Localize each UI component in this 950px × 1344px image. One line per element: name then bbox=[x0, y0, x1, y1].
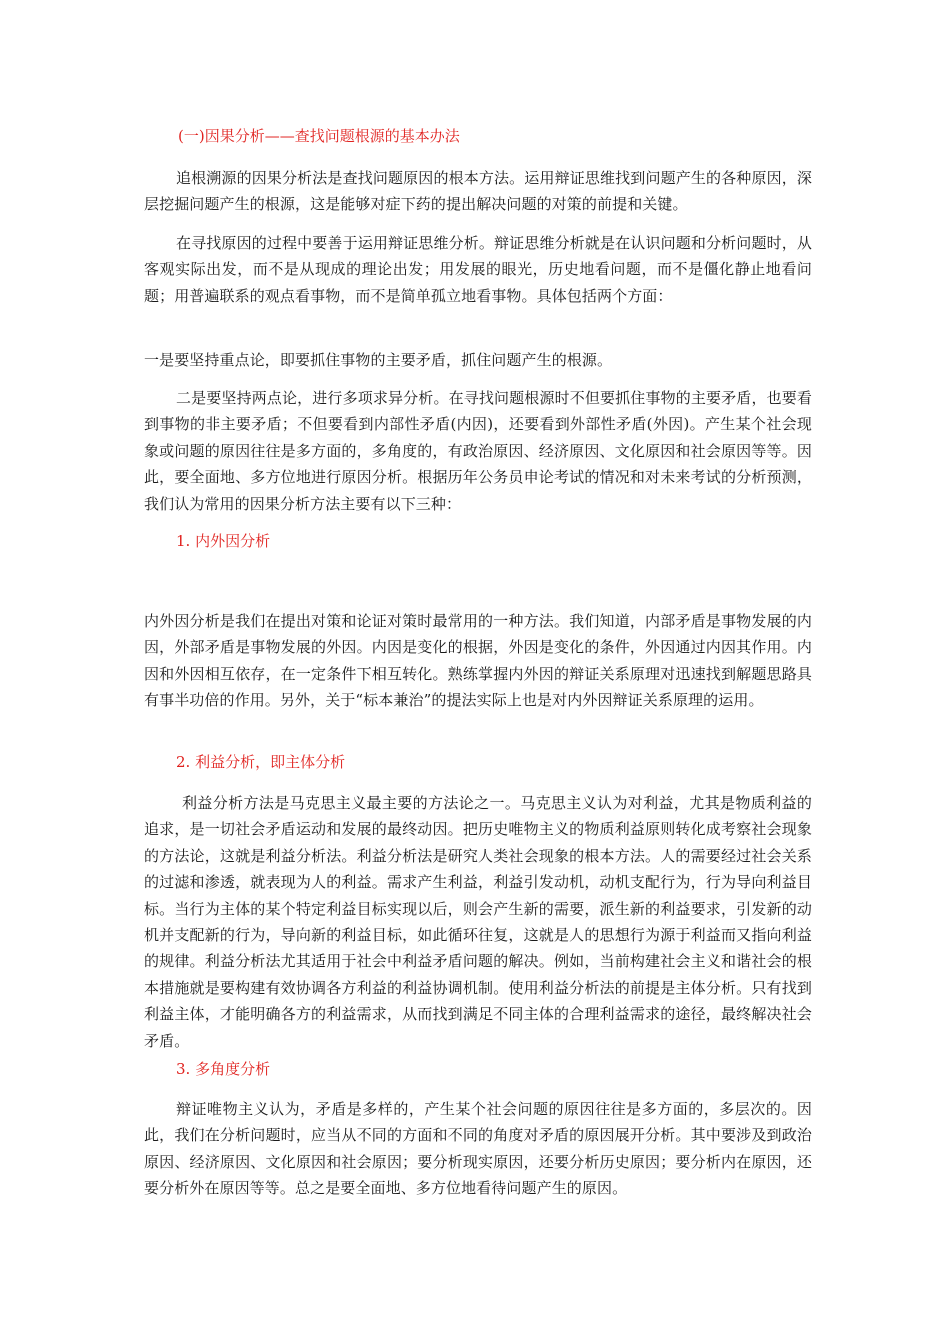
section-title: (一)因果分析——查找问题根源的基本办法 bbox=[178, 127, 460, 145]
paragraph-internal-external-analysis: 内外因分析是我们在提出对策和论证对策时最常用的一种方法。我们知道，内部矛盾是事物发展的内因，外部矛盾是事物发展的外因。内因是变化的根据，外因是变化的条件，外因通过内因其作用。内因和外因相互依存，在一定条件下相互转化。熟练掌握内外因的辩证关系原理对迅速找到解题思路具有事半功倍的作用。另外，关于“标本兼治”的提法实际上也是对内外因辩证关系原理的运用。 bbox=[144, 612, 812, 710]
subheading-multi-angle: 3. 多角度分析 bbox=[176, 1060, 271, 1078]
paragraph-two-point-theory: 二是要坚持两点论，进行多项求异分析。在寻找问题根源时不但要抓住事物的主要矛盾，也要看到事物的非主要矛盾；不但要看到内部性矛盾(内因)，还要看到外部性矛盾(外因)。产生某个社会现象或问题的原因往往是多方面的，多角度的，有政治原因、经济原因、文化原因和社会原因等等。因此，要全面地、多方位地进行原因分析。根据历年公务员申论考试的情况和对未来考试的分析预测，我们认为常用的因果分析方法主要有以下三种： bbox=[144, 389, 812, 513]
paragraph-multi-angle-analysis: 辩证唯物主义认为，矛盾是多样的，产生某个社会问题的原因往往是多方面的，多层次的。因此，我们在分析问题时，应当从不同的方面和不同的角度对矛盾的原因展开分析。其中要涉及到政治原因、经济原因、文化原因和社会原因；要分析现实原因，还要分析历史原因；要分析内在原因，还要分析外在原因等等。总之是要全面地、多方位地看待问题产生的原因。 bbox=[144, 1100, 812, 1198]
paragraph-dialectical-thinking: 在寻找原因的过程中要善于运用辩证思维分析。辩证思维分析就是在认识问题和分析问题时，从客观实际出发，而不是从现成的理论出发；用发展的眼光，历史地看问题，而不是僵化静止地看问题；用普遍联系的观点看事物，而不是简单孤立地看事物。具体包括两个方面： bbox=[144, 234, 812, 305]
paragraph-interest-analysis: 利益分析方法是马克思主义最主要的方法论之一。马克思主义认为对利益，尤其是物质利益的追求，是一切社会矛盾运动和发展的最终动因。把历史唯物主义的物质利益原则转化成考察社会现象的方法论，这就是利益分析法。利益分析法是研究人类社会现象的根本方法。人的需要经过社会关系的过滤和渗透，就表现为人的利益。需求产生利益，利益引发动机，动机支配行为，行为导向利益目标。当行为主体的某个特定利益目标实现以后，则会产生新的需要，派生新的利益要求，引发新的动机并支配新的行为，导向新的利益目标，如此循环往复，这就是人的思想行为源于利益而又指向利益的规律。利益分析法尤其适用于社会中利益矛盾问题的解决。例如，当前构建社会主义和谐社会的根本措施就是要构建有效协调各方利益的利益协调机制。使用利益分析法的前提是主体分析。只有找到利益主体，才能明确各方的利益需求，从而找到满足不同主体的合理利益需求的途径，最终解决社会矛盾。 bbox=[144, 794, 812, 1050]
paragraph-root-cause-intro: 追根溯源的因果分析法是查找问题原因的根本方法。运用辩证思维找到问题产生的各种原因，深层挖掘问题产生的根源，这是能够对症下药的提出解决问题的对策的前提和关键。 bbox=[144, 169, 812, 214]
subheading-internal-external: 1. 内外因分析 bbox=[176, 532, 271, 550]
subheading-interest-analysis: 2. 利益分析，即主体分析 bbox=[176, 753, 346, 771]
paragraph-key-point-theory: 一是要坚持重点论，即要抓住事物的主要矛盾，抓住问题产生的根源。 bbox=[144, 351, 613, 369]
